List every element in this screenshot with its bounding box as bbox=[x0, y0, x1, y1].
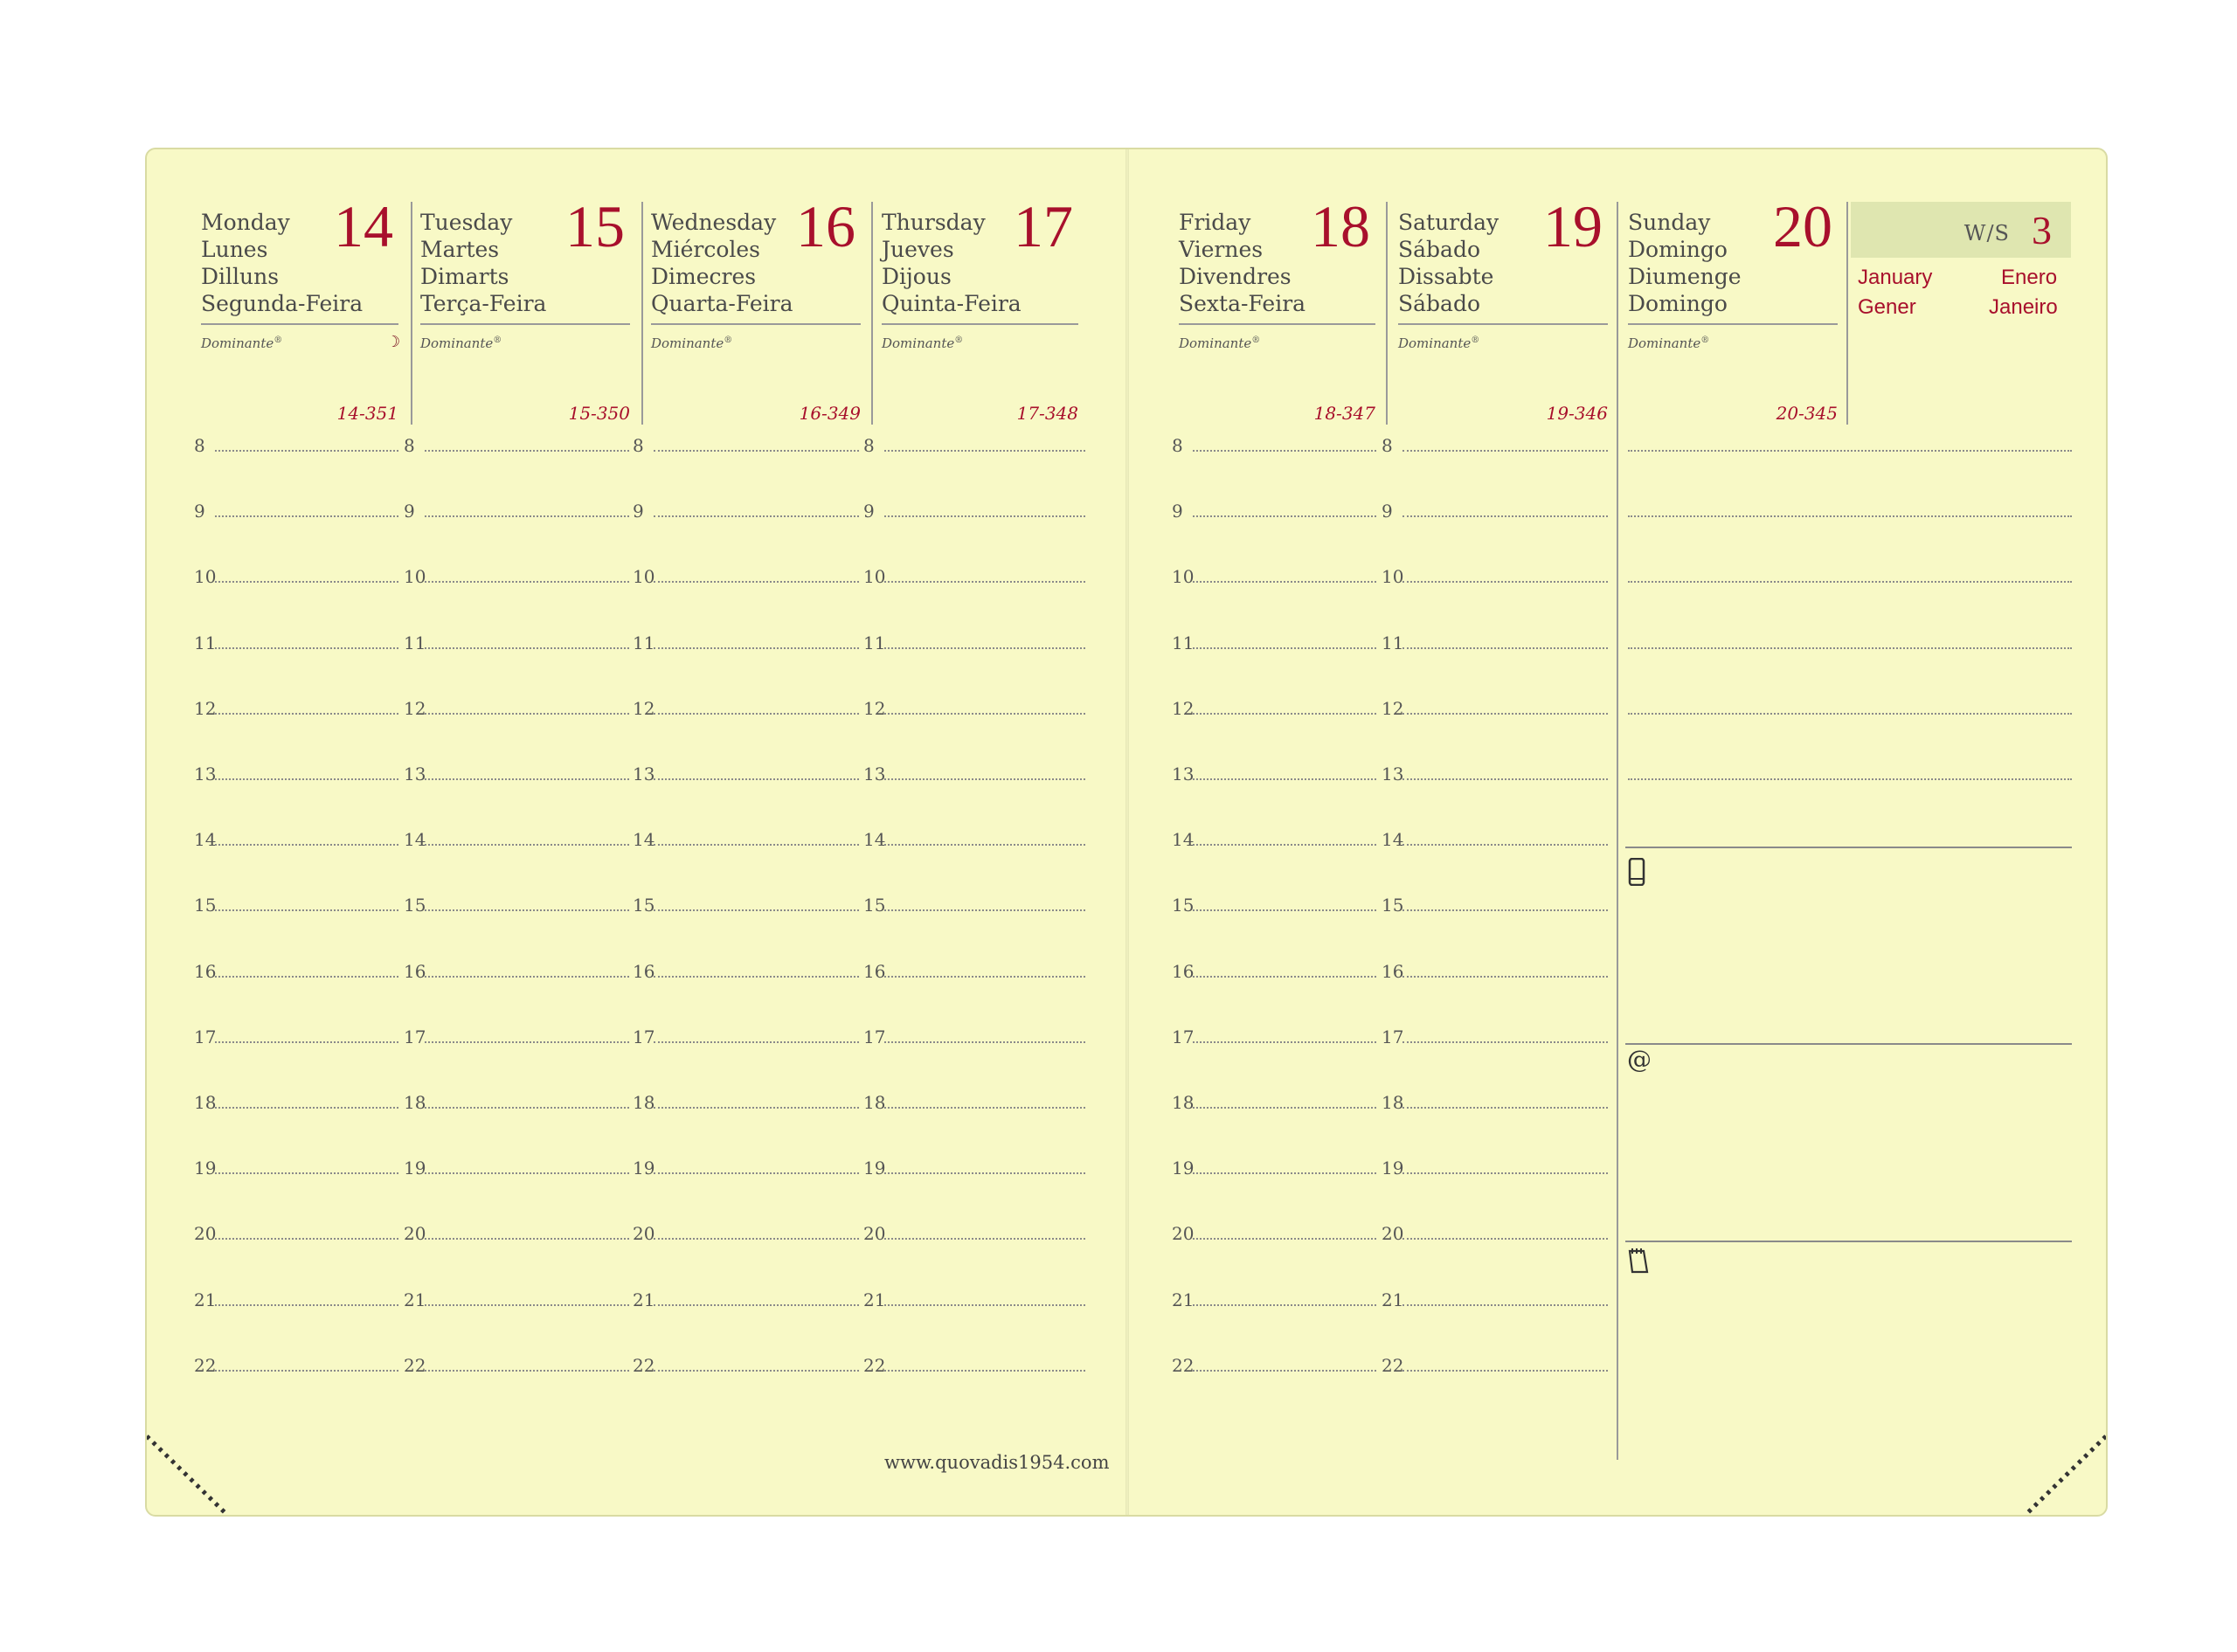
day-name: Sábado bbox=[1398, 291, 1480, 316]
hour-label: 18 bbox=[1382, 1092, 1404, 1113]
hour-label: 15 bbox=[404, 895, 426, 916]
dominante-label bbox=[882, 335, 963, 351]
day-name: Lunes bbox=[201, 237, 268, 262]
column-divider bbox=[871, 202, 873, 425]
day-of-year-code: 14-351 bbox=[336, 403, 398, 424]
hour-label: 12 bbox=[863, 698, 886, 719]
month-spanish: Enero bbox=[2001, 266, 2058, 289]
writing-line bbox=[884, 581, 1085, 583]
binding-spine bbox=[1125, 149, 1129, 1515]
hour-label: 22 bbox=[194, 1355, 217, 1376]
registered-mark: ® bbox=[954, 335, 964, 345]
hour-label: 22 bbox=[1172, 1355, 1195, 1376]
writing-line bbox=[425, 976, 629, 978]
day-of-year-code: 16-349 bbox=[799, 403, 861, 424]
day-number: 14 bbox=[334, 193, 393, 259]
day-header-thursday bbox=[882, 149, 1078, 429]
week-number: 3 bbox=[2032, 208, 2052, 252]
notepad-icon bbox=[1627, 1246, 1650, 1274]
day-name: Domingo bbox=[1628, 291, 1728, 316]
hour-label: 10 bbox=[194, 566, 217, 587]
writing-line bbox=[654, 778, 859, 780]
week-label: W/S bbox=[1963, 221, 2010, 245]
writing-line bbox=[654, 976, 859, 978]
writing-line bbox=[1193, 1304, 1376, 1306]
hour-label: 10 bbox=[863, 566, 886, 587]
hour-label: 14 bbox=[404, 829, 426, 850]
hour-label: 17 bbox=[633, 1026, 655, 1047]
day-name: Martes bbox=[420, 237, 500, 262]
dominante-label bbox=[420, 335, 502, 351]
hour-label: 12 bbox=[194, 698, 217, 719]
hour-label: 21 bbox=[194, 1289, 217, 1310]
writing-line bbox=[884, 647, 1085, 649]
hour-label: 16 bbox=[633, 961, 655, 982]
dominante-label bbox=[1628, 335, 1709, 351]
hour-label: 13 bbox=[1382, 764, 1404, 785]
writing-line bbox=[425, 515, 629, 517]
hour-label: 13 bbox=[404, 764, 426, 785]
notes-writing-line[interactable] bbox=[1628, 515, 2072, 517]
writing-line bbox=[1402, 713, 1608, 715]
day-header-friday bbox=[1179, 149, 1375, 429]
hour-label: 11 bbox=[404, 632, 426, 653]
day-name: Domingo bbox=[1628, 237, 1728, 262]
day-name: Segunda-Feira bbox=[201, 291, 364, 316]
hour-label: 13 bbox=[633, 764, 655, 785]
writing-line bbox=[425, 713, 629, 715]
writing-line bbox=[654, 581, 859, 583]
dominante-label bbox=[1398, 335, 1479, 351]
writing-line bbox=[1193, 909, 1376, 911]
registered-mark: ® bbox=[724, 335, 733, 345]
hour-label: 16 bbox=[1382, 961, 1404, 982]
day-name: Dissabte bbox=[1398, 264, 1494, 289]
writing-line bbox=[425, 1107, 629, 1109]
writing-line bbox=[1402, 515, 1608, 517]
writing-line bbox=[654, 647, 859, 649]
day-name: Monday bbox=[201, 210, 290, 235]
writing-line bbox=[884, 1304, 1085, 1306]
day-name: Divendres bbox=[1179, 264, 1292, 289]
writing-line bbox=[1402, 1041, 1608, 1043]
hour-label: 16 bbox=[1172, 961, 1195, 982]
hour-label: 12 bbox=[1382, 698, 1404, 719]
writing-line bbox=[215, 1172, 398, 1174]
writing-line bbox=[215, 1238, 398, 1240]
writing-line bbox=[654, 1304, 859, 1306]
hour-label: 20 bbox=[863, 1223, 886, 1244]
hour-label: 10 bbox=[1172, 566, 1195, 587]
writing-line bbox=[425, 450, 629, 452]
writing-line bbox=[654, 1041, 859, 1043]
hour-label: 18 bbox=[1172, 1092, 1195, 1113]
writing-line bbox=[425, 581, 629, 583]
hour-label: 20 bbox=[1172, 1223, 1195, 1244]
writing-line bbox=[884, 1041, 1085, 1043]
day-header-saturday bbox=[1398, 149, 1608, 429]
writing-line bbox=[654, 450, 859, 452]
day-name: Dimecres bbox=[651, 264, 757, 289]
hour-label: 15 bbox=[633, 895, 655, 916]
hour-label: 21 bbox=[404, 1289, 426, 1310]
day-number: 16 bbox=[796, 193, 855, 259]
hour-label: 9 bbox=[633, 501, 644, 522]
hour-label: 10 bbox=[404, 566, 426, 587]
hour-label: 20 bbox=[404, 1223, 426, 1244]
notes-writing-line[interactable] bbox=[1628, 450, 2072, 452]
section-rule bbox=[1625, 1043, 2072, 1045]
hour-label: 9 bbox=[1172, 501, 1183, 522]
hour-label: 18 bbox=[863, 1092, 886, 1113]
hour-label: 14 bbox=[1382, 829, 1404, 850]
dominante-text: Dominante bbox=[1628, 335, 1701, 351]
hour-label: 11 bbox=[633, 632, 655, 653]
dominante-text: Dominante bbox=[420, 335, 494, 351]
day-header-sunday bbox=[1628, 149, 1838, 429]
hour-label: 16 bbox=[863, 961, 886, 982]
day-name: Friday bbox=[1179, 210, 1251, 235]
week-number-box bbox=[1851, 202, 2071, 258]
registered-mark: ® bbox=[1700, 335, 1710, 345]
day-header-tuesday bbox=[420, 149, 630, 429]
header-rule bbox=[1628, 323, 1838, 325]
header-rule bbox=[1179, 323, 1375, 325]
header-rule bbox=[1398, 323, 1608, 325]
day-name: Thursday bbox=[882, 210, 986, 235]
registered-mark: ® bbox=[1251, 335, 1261, 345]
writing-line bbox=[654, 1238, 859, 1240]
writing-line bbox=[884, 713, 1085, 715]
column-divider bbox=[1617, 202, 1618, 1460]
hour-label: 16 bbox=[404, 961, 426, 982]
hour-label: 21 bbox=[633, 1289, 655, 1310]
writing-line bbox=[215, 1041, 398, 1043]
day-number: 19 bbox=[1543, 193, 1603, 259]
dominante-label bbox=[201, 335, 282, 351]
hour-label: 18 bbox=[194, 1092, 217, 1113]
day-name: Viernes bbox=[1179, 237, 1264, 262]
hour-label: 11 bbox=[1382, 632, 1404, 653]
writing-line bbox=[1193, 515, 1376, 517]
writing-line bbox=[215, 581, 398, 583]
hour-label: 12 bbox=[404, 698, 426, 719]
hour-label: 16 bbox=[194, 961, 217, 982]
dominante-text: Dominante bbox=[1179, 335, 1252, 351]
writing-line bbox=[654, 713, 859, 715]
hour-label: 20 bbox=[633, 1223, 655, 1244]
writing-line bbox=[1193, 581, 1376, 583]
day-name: Quarta-Feira bbox=[651, 291, 793, 316]
hour-label: 13 bbox=[1172, 764, 1195, 785]
writing-line bbox=[1402, 1370, 1608, 1372]
hour-label: 19 bbox=[633, 1158, 655, 1179]
writing-line bbox=[1402, 450, 1608, 452]
writing-line bbox=[215, 976, 398, 978]
hour-label: 9 bbox=[863, 501, 875, 522]
hour-label: 9 bbox=[1382, 501, 1393, 522]
hour-label: 22 bbox=[863, 1355, 886, 1376]
hour-label: 14 bbox=[1172, 829, 1195, 850]
section-rule bbox=[1625, 1241, 2072, 1242]
writing-line bbox=[654, 1370, 859, 1372]
day-name: Diumenge bbox=[1628, 264, 1742, 289]
day-name: Sábado bbox=[1398, 237, 1480, 262]
writing-line bbox=[654, 515, 859, 517]
hour-label: 20 bbox=[1382, 1223, 1404, 1244]
hour-label: 21 bbox=[1382, 1289, 1404, 1310]
writing-line bbox=[1402, 976, 1608, 978]
hour-label: 15 bbox=[863, 895, 886, 916]
day-name: Jueves bbox=[882, 237, 954, 262]
day-name: Miércoles bbox=[651, 237, 761, 262]
writing-line bbox=[1402, 647, 1608, 649]
hour-label: 17 bbox=[1172, 1026, 1195, 1047]
writing-line bbox=[1402, 909, 1608, 911]
day-names bbox=[1398, 209, 1499, 317]
writing-line bbox=[884, 778, 1085, 780]
day-name: Dijous bbox=[882, 264, 952, 289]
hour-label: 20 bbox=[194, 1223, 217, 1244]
registered-mark: ® bbox=[274, 335, 283, 345]
day-number: 17 bbox=[1014, 193, 1073, 259]
hour-label: 13 bbox=[863, 764, 886, 785]
writing-line bbox=[654, 1172, 859, 1174]
writing-line bbox=[215, 909, 398, 911]
writing-line bbox=[1193, 1172, 1376, 1174]
hour-label: 21 bbox=[863, 1289, 886, 1310]
hour-label: 17 bbox=[1382, 1026, 1404, 1047]
writing-line bbox=[1193, 1370, 1376, 1372]
hour-label: 8 bbox=[404, 435, 415, 456]
hour-label: 9 bbox=[194, 501, 205, 522]
phone-icon bbox=[1628, 858, 1645, 886]
hour-label: 12 bbox=[633, 698, 655, 719]
day-number: 18 bbox=[1311, 193, 1370, 259]
day-of-year-code: 15-350 bbox=[568, 403, 630, 424]
day-header-monday bbox=[201, 149, 401, 429]
writing-line bbox=[425, 1238, 629, 1240]
hour-label: 14 bbox=[633, 829, 655, 850]
writing-line bbox=[215, 450, 398, 452]
header-rule bbox=[201, 323, 398, 325]
website-url: www.quovadis1954.com bbox=[884, 1452, 1110, 1473]
day-header-wednesday bbox=[651, 149, 861, 429]
writing-line bbox=[1402, 1107, 1608, 1109]
hour-label: 8 bbox=[1172, 435, 1183, 456]
writing-line bbox=[884, 515, 1085, 517]
writing-line bbox=[425, 844, 629, 846]
notes-writing-line[interactable] bbox=[1628, 581, 2072, 583]
day-of-year-code: 17-348 bbox=[1016, 403, 1078, 424]
hour-label: 8 bbox=[194, 435, 205, 456]
writing-line bbox=[215, 1370, 398, 1372]
writing-line bbox=[654, 909, 859, 911]
corner-elastic-left bbox=[147, 1419, 243, 1515]
hour-label: 14 bbox=[863, 829, 886, 850]
hour-label: 11 bbox=[863, 632, 886, 653]
writing-line bbox=[425, 1370, 629, 1372]
hour-label: 17 bbox=[404, 1026, 426, 1047]
writing-line bbox=[884, 1172, 1085, 1174]
hour-label: 11 bbox=[194, 632, 217, 653]
hour-label: 22 bbox=[1382, 1355, 1404, 1376]
notes-writing-line[interactable] bbox=[1628, 647, 2072, 649]
writing-line bbox=[425, 647, 629, 649]
day-name: Terça-Feira bbox=[420, 291, 547, 316]
writing-line bbox=[1193, 1238, 1376, 1240]
writing-line bbox=[1402, 1304, 1608, 1306]
writing-line bbox=[215, 713, 398, 715]
day-name: Tuesday bbox=[420, 210, 513, 235]
hour-label: 19 bbox=[863, 1158, 886, 1179]
dominante-text: Dominante bbox=[201, 335, 274, 351]
day-of-year-code: 20-345 bbox=[1776, 403, 1838, 424]
month-english: January bbox=[1858, 266, 1933, 289]
writing-line bbox=[1402, 1172, 1608, 1174]
dominante-label bbox=[651, 335, 732, 351]
writing-line bbox=[425, 909, 629, 911]
registered-mark: ® bbox=[1471, 335, 1480, 345]
writing-line bbox=[1193, 647, 1376, 649]
writing-line bbox=[215, 647, 398, 649]
header-rule bbox=[882, 323, 1078, 325]
hour-label: 11 bbox=[1172, 632, 1195, 653]
hour-label: 15 bbox=[1172, 895, 1195, 916]
writing-line bbox=[884, 844, 1085, 846]
hour-label: 15 bbox=[1382, 895, 1404, 916]
hour-label: 14 bbox=[194, 829, 217, 850]
header-rule bbox=[651, 323, 861, 325]
day-names bbox=[651, 209, 793, 317]
day-number: 15 bbox=[565, 193, 625, 259]
registered-mark: ® bbox=[493, 335, 502, 345]
hour-label: 22 bbox=[404, 1355, 426, 1376]
writing-line bbox=[1402, 581, 1608, 583]
day-names bbox=[420, 209, 546, 317]
writing-line bbox=[654, 1107, 859, 1109]
hour-label: 21 bbox=[1172, 1289, 1195, 1310]
moon-phase-icon: ☽ bbox=[386, 333, 401, 351]
day-name: Saturday bbox=[1398, 210, 1499, 235]
dominante-text: Dominante bbox=[882, 335, 955, 351]
hour-label: 10 bbox=[633, 566, 655, 587]
writing-line bbox=[425, 1304, 629, 1306]
writing-line bbox=[1193, 450, 1376, 452]
writing-line bbox=[1193, 976, 1376, 978]
hour-label: 19 bbox=[1382, 1158, 1404, 1179]
hour-label: 19 bbox=[1172, 1158, 1195, 1179]
writing-line bbox=[1193, 1041, 1376, 1043]
writing-line bbox=[215, 515, 398, 517]
day-number: 20 bbox=[1773, 193, 1832, 259]
writing-line bbox=[215, 1107, 398, 1109]
notes-writing-line[interactable] bbox=[1628, 778, 2072, 780]
hour-label: 8 bbox=[863, 435, 875, 456]
writing-line bbox=[654, 844, 859, 846]
hour-label: 18 bbox=[404, 1092, 426, 1113]
writing-line bbox=[1193, 844, 1376, 846]
hour-label: 15 bbox=[194, 895, 217, 916]
corner-elastic-right bbox=[2010, 1419, 2106, 1515]
day-name: Wednesday bbox=[651, 210, 777, 235]
writing-line bbox=[1402, 844, 1608, 846]
hour-label: 12 bbox=[1172, 698, 1195, 719]
day-names bbox=[1179, 209, 1305, 317]
writing-line bbox=[215, 1304, 398, 1306]
hour-label: 17 bbox=[863, 1026, 886, 1047]
column-divider bbox=[1386, 202, 1388, 425]
dominante-text: Dominante bbox=[1398, 335, 1472, 351]
day-name: Dilluns bbox=[201, 264, 280, 289]
planner-spread bbox=[145, 148, 2108, 1517]
section-rule bbox=[1625, 847, 2072, 848]
day-of-year-code: 19-346 bbox=[1546, 403, 1608, 424]
hour-label: 13 bbox=[194, 764, 217, 785]
column-divider bbox=[411, 202, 412, 425]
at-icon: @ bbox=[1627, 1045, 1652, 1074]
writing-line bbox=[884, 1107, 1085, 1109]
column-divider bbox=[641, 202, 643, 425]
notes-writing-line[interactable] bbox=[1628, 713, 2072, 715]
writing-line bbox=[1193, 1107, 1376, 1109]
header-rule bbox=[420, 323, 630, 325]
column-divider bbox=[1846, 202, 1848, 425]
month-portuguese: Janeiro bbox=[1989, 295, 2058, 319]
writing-line bbox=[1193, 713, 1376, 715]
writing-line bbox=[1402, 778, 1608, 780]
writing-line bbox=[425, 1041, 629, 1043]
writing-line bbox=[884, 909, 1085, 911]
hour-label: 19 bbox=[194, 1158, 217, 1179]
day-names bbox=[1628, 209, 1742, 317]
writing-line bbox=[884, 1370, 1085, 1372]
hour-label: 17 bbox=[194, 1026, 217, 1047]
day-name: Dimarts bbox=[420, 264, 509, 289]
writing-line bbox=[425, 778, 629, 780]
writing-line bbox=[215, 844, 398, 846]
hour-label: 9 bbox=[404, 501, 415, 522]
writing-line bbox=[425, 1172, 629, 1174]
month-catalan: Gener bbox=[1858, 295, 1916, 319]
day-names bbox=[882, 209, 1022, 317]
hour-label: 22 bbox=[633, 1355, 655, 1376]
writing-line bbox=[884, 1238, 1085, 1240]
hour-label: 19 bbox=[404, 1158, 426, 1179]
writing-line bbox=[1402, 1238, 1608, 1240]
dominante-label bbox=[1179, 335, 1260, 351]
day-name: Sunday bbox=[1628, 210, 1711, 235]
hour-label: 18 bbox=[633, 1092, 655, 1113]
writing-line bbox=[1193, 778, 1376, 780]
writing-line bbox=[884, 976, 1085, 978]
dominante-text: Dominante bbox=[651, 335, 724, 351]
hour-label: 8 bbox=[1382, 435, 1393, 456]
writing-line bbox=[884, 450, 1085, 452]
day-of-year-code: 18-347 bbox=[1313, 403, 1375, 424]
hour-label: 8 bbox=[633, 435, 644, 456]
day-name: Quinta-Feira bbox=[882, 291, 1022, 316]
day-name: Sexta-Feira bbox=[1179, 291, 1306, 316]
hour-label: 10 bbox=[1382, 566, 1404, 587]
writing-line bbox=[215, 778, 398, 780]
